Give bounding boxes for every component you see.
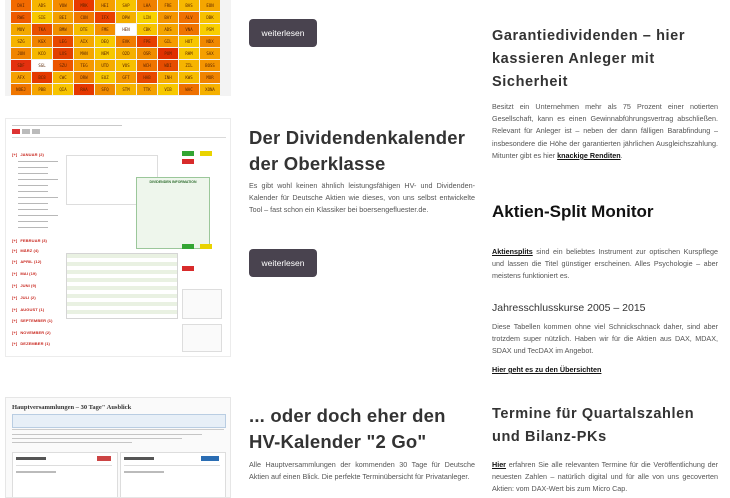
hv-thumb-card (12, 452, 118, 498)
calendar-month-label: JANUAR (2) (20, 152, 44, 157)
heatmap-cell: RWE (11, 12, 31, 23)
thumb-green-flag (182, 244, 194, 249)
heatmap-cell: JUN (11, 48, 31, 59)
heatmap-cell: MOR (200, 72, 220, 83)
calendar-entry-line (18, 221, 48, 222)
thumb-popup (136, 177, 210, 249)
calendar-month-september[interactable] (12, 318, 53, 323)
heatmap-cell: RHM (179, 48, 199, 59)
dividend-heatmap-thumbnail[interactable] (5, 0, 231, 96)
calendar-month-label: MÄRZ (4) (20, 248, 39, 253)
heatmap-cell: NOEJ (11, 84, 31, 95)
calendar-entry-line (18, 167, 48, 168)
hv-thumb-title: Hauptversammlungen – 30 Tage" Ausblick (12, 404, 132, 411)
calendar-month-april[interactable] (12, 259, 41, 264)
heatmap-cell: PBB (32, 84, 52, 95)
heatmap-cell: PSM (200, 24, 220, 35)
heatmap-cell: KGX (32, 36, 52, 47)
guarantee-dividends-heading: Garantiedividenden – hier kassieren Anleger mit Sicherheit (492, 28, 686, 91)
dividend-calendar-text: Es gibt wohl keinen ähnlich leistungsfähigen HV- und Dividenden-Kalender für Deutsche Aktien wie dieses, von uns selbst entwickelte Tool – fast schon ein Klassiker bei boersengefluester.de. (249, 181, 475, 215)
heatmap-cell: CON (74, 12, 94, 23)
heatmap-cell: LIN (137, 12, 157, 23)
thumb-yellow-flag (200, 244, 212, 249)
hv-thumb-textline (12, 442, 132, 443)
calendar-month-dezember[interactable] (12, 341, 50, 346)
thumb-grey-icon (22, 129, 30, 134)
heatmap-cell: STM (116, 84, 136, 95)
heatmap-cell: WAC (179, 84, 199, 95)
expand-icon[interactable]: [+] (12, 341, 18, 346)
heatmap-cell: XONA (200, 84, 220, 95)
heatmap-cell: ADS (32, 0, 52, 11)
heatmap-cell: BMW (53, 24, 73, 35)
heatmap-cell: VIB (158, 84, 178, 95)
heatmap-cell: SZU (53, 60, 73, 71)
heatmap-cell: VOS (116, 60, 136, 71)
calendar-month-label: AUGUST (1) (20, 307, 45, 312)
heatmap-cell: MUV (11, 24, 31, 35)
heatmap-cell: LHA (137, 0, 157, 11)
heatmap-cell: BOSS (200, 60, 220, 71)
thumb-yellow-flag (200, 151, 212, 156)
heatmap-cell: EVK (116, 36, 136, 47)
heatmap-cell: LXS (53, 48, 73, 59)
heatmap-cell: BAS (179, 0, 199, 11)
heatmap-cell: CBK (137, 24, 157, 35)
calendar-entry-line (18, 161, 58, 162)
heatmap-cell: CWC (53, 72, 73, 83)
calendar-month-juni[interactable] (12, 283, 36, 288)
aktiensplits-link[interactable]: Aktiensplits (492, 247, 533, 256)
thumb-summary-box (182, 324, 222, 352)
heatmap-cell: QIA (53, 84, 73, 95)
heatmap-cell: BEI (53, 12, 73, 23)
expand-icon[interactable]: [+] (12, 271, 18, 276)
heatmap-cell: HEI (95, 0, 115, 11)
calendar-entry-line (18, 227, 48, 228)
calendar-entry-line (18, 197, 58, 198)
jahresschlusskurse-text: Diese Tabellen kommen ohne viel Schnickschnack daher, sind aber trotzdem super nützlich. Haben wir für die Aktien aus DAX, MDAX, SDAX und TecDAX im Angebot. (492, 322, 718, 356)
calendar-month-label: JULI (2) (20, 295, 36, 300)
heatmap-cell: NDX (200, 36, 220, 47)
calendar-month-januar[interactable] (12, 152, 44, 157)
jahresschlusskurse-heading: Jahresschlusskurse 2005 – 2015 (492, 302, 646, 314)
expand-icon[interactable]: [+] (12, 307, 18, 312)
heatmap-cell: RAA (74, 84, 94, 95)
quartalszahlen-text (492, 459, 718, 496)
guarantee-dividends-end: . (620, 150, 623, 160)
expand-icon[interactable]: [+] (12, 330, 18, 335)
calendar-month-februar[interactable] (12, 238, 47, 243)
heatmap-cell: GFT (116, 72, 136, 83)
heatmap-cell: DBK (200, 12, 220, 23)
heatmap-cell: MRK (74, 0, 94, 11)
heatmap-cell: UTD (95, 60, 115, 71)
heatmap-cell: DPW (116, 12, 136, 23)
heatmap-cell: SIE (32, 12, 52, 23)
hier-link[interactable]: Hier (492, 460, 506, 469)
hv-thumb-divider (12, 429, 224, 430)
thumb-red-flag (182, 159, 194, 164)
heatmap-cell: MAN (74, 48, 94, 59)
heatmap-cell: PUM (158, 48, 178, 59)
aktien-split-body: sind ein beliebtes Instrument zur optischen Kurspflege und lassen die Titel günstiger erscheinen. Alles Psychologie – aber meistens funktioniert es. (492, 247, 718, 281)
heatmap-cell: ZIL (179, 60, 199, 71)
calendar-entry-line (18, 185, 48, 186)
heatmap-cell: EUZ (95, 72, 115, 83)
heatmap-cell: SFQ (95, 84, 115, 95)
guarantee-dividends-body: Besitzt ein Unternehmen mehr als 75 Prozent einer notierten Gesellschaft, kann es einen Gewinnabführungsvertrag abschließen. Relevant für Anleger ist – neben der dann fälligen Barabfindung – insbesondere die Höhe der garantierten jährlichen Ausgleichszahlung. Mitunter gibt es hier (492, 102, 718, 160)
heatmap-cell: DEQ (95, 36, 115, 47)
thumb-grey-icon (32, 129, 40, 134)
calendar-entry-line (18, 215, 58, 216)
heatmap-cell: HEN (116, 24, 136, 35)
calendar-entry-line (18, 203, 48, 204)
heatmap-cell: FME (95, 24, 115, 35)
heatmap-cell: HAB (137, 72, 157, 83)
calendar-entry-line (18, 209, 48, 210)
expand-icon[interactable]: [+] (12, 248, 18, 253)
hv-thumb-card (120, 452, 226, 498)
heatmap-cell: DTE (74, 24, 94, 35)
thumb-toolbar-line (12, 125, 122, 126)
heatmap-cell: ALV (179, 12, 199, 23)
thumb-popup-title: DIVIDENDEN INFORMATION (149, 180, 197, 184)
heatmap-cell: OSR (137, 48, 157, 59)
heatmap-cell: EON (200, 0, 220, 11)
expand-icon[interactable]: [+] (12, 295, 18, 300)
calendar-entry-line (18, 191, 48, 192)
heatmap-cell: GIL (158, 36, 178, 47)
heatmap-cell: TTK (137, 84, 157, 95)
weiterlesen-button-2[interactable]: weiterlesen (249, 249, 317, 277)
calendar-month-mai[interactable] (12, 271, 37, 276)
hv-thumb-textline (12, 438, 182, 439)
heatmap-cell: NEM (95, 48, 115, 59)
heatmap-cell: LEG (53, 36, 73, 47)
calendar-entry-line (18, 179, 58, 180)
quartalszahlen-heading: Termine für Quartalszahlen und Bilanz-PKs (492, 406, 695, 446)
calendar-month-label: SEPTEMBER (1) (20, 318, 53, 323)
heatmap-grid (11, 0, 220, 95)
calendar-month-august[interactable] (12, 307, 44, 312)
weiterlesen-button-1[interactable]: weiterlesen (249, 19, 317, 47)
hv-calendar-heading: ... oder doch eher den HV-Kalender "2 Go" (249, 405, 446, 452)
heatmap-cell: KCO (32, 48, 52, 59)
heatmap-cell: VNA (179, 24, 199, 35)
heatmap-cell: BC8 (32, 72, 52, 83)
heatmap-cell: DRW (74, 72, 94, 83)
heatmap-cell: FRE (158, 0, 178, 11)
thumb-red-flag (182, 266, 194, 271)
calendar-month-november[interactable] (12, 330, 51, 335)
heatmap-cell: INH (158, 72, 178, 83)
heatmap-cell: AFX (11, 72, 31, 83)
heatmap-cell: SAX (200, 48, 220, 59)
knackige-renditen-link[interactable]: knackige Renditen (557, 150, 621, 160)
dividend-calendar-thumbnail[interactable] (5, 118, 231, 357)
heatmap-cell: VOW (53, 0, 73, 11)
hv-calendar-thumbnail[interactable] (5, 397, 231, 498)
calendar-month-juli[interactable] (12, 295, 36, 300)
hv-calendar-text: Alle Hauptversammlungen der kommenden 30 Tage für Deutsche Aktien auf einen Blick. Die perfekte Terminübersicht für Privatanleger. (249, 460, 475, 482)
heatmap-cell: TEG (74, 60, 94, 71)
thumb-red-icon (12, 129, 20, 134)
heatmap-cell: ADS (158, 24, 178, 35)
dividend-calendar-heading: Der Dividendenkalender der Oberklasse (249, 127, 466, 174)
uebersichten-link[interactable]: Hier geht es zu den Übersichten (492, 365, 602, 374)
expand-icon[interactable]: [+] (12, 259, 18, 264)
heatmap-cell: SAP (116, 0, 136, 11)
hv-thumb-info-box (12, 414, 226, 428)
heatmap-cell: O2D (116, 48, 136, 59)
heatmap-cell: SDF (11, 60, 31, 71)
heatmap-cell: WCH (137, 60, 157, 71)
hv-thumb-textline (12, 434, 202, 435)
thumb-data-table (66, 253, 178, 319)
heatmap-cell: IFX (95, 12, 115, 23)
quartalszahlen-body: erfahren Sie alle relevanten Termine für die Veröffentlichung der neuesten Zahlen – natürlich digital und für alle von uns gecoverten Aktien: vom DAX-Wert bis zum Micro Cap. (492, 460, 718, 494)
calendar-month-label: NOVEMBER (2) (20, 330, 51, 335)
thumb-divider (12, 137, 226, 138)
calendar-month-märz[interactable] (12, 248, 39, 253)
calendar-entry-line (18, 173, 48, 174)
expand-icon[interactable]: [+] (12, 283, 18, 288)
calendar-month-label: MAI (19) (20, 271, 37, 276)
thumb-green-flag (182, 151, 194, 156)
heatmap-cell: HOT (179, 36, 199, 47)
heatmap-cell: SZG (11, 36, 31, 47)
calendar-month-label: DEZEMBER (1) (20, 341, 50, 346)
heatmap-cell: TKA (32, 24, 52, 35)
heatmap-cell: DAI (11, 0, 31, 11)
calendar-month-label: FEBRUAR (3) (20, 238, 47, 243)
thumb-summary-box (182, 289, 222, 319)
heatmap-cell: FPE (137, 36, 157, 47)
calendar-month-label: JUNI (9) (20, 283, 37, 288)
heatmap-cell: WDI (158, 60, 178, 71)
calendar-month-label: APRIL (12) (20, 259, 42, 264)
guarantee-dividends-text (492, 101, 718, 162)
expand-icon[interactable]: [+] (12, 318, 18, 323)
heatmap-cell: SGL (32, 60, 52, 71)
heatmap-cell: KWS (179, 72, 199, 83)
aktien-split-text (492, 246, 718, 283)
expand-icon[interactable]: [+] (12, 238, 18, 243)
expand-icon[interactable]: [+] (12, 152, 18, 157)
heatmap-cell: AIX (74, 36, 94, 47)
heatmap-cell: BAY (158, 12, 178, 23)
aktien-split-heading: Aktien-Split Monitor (492, 202, 654, 221)
